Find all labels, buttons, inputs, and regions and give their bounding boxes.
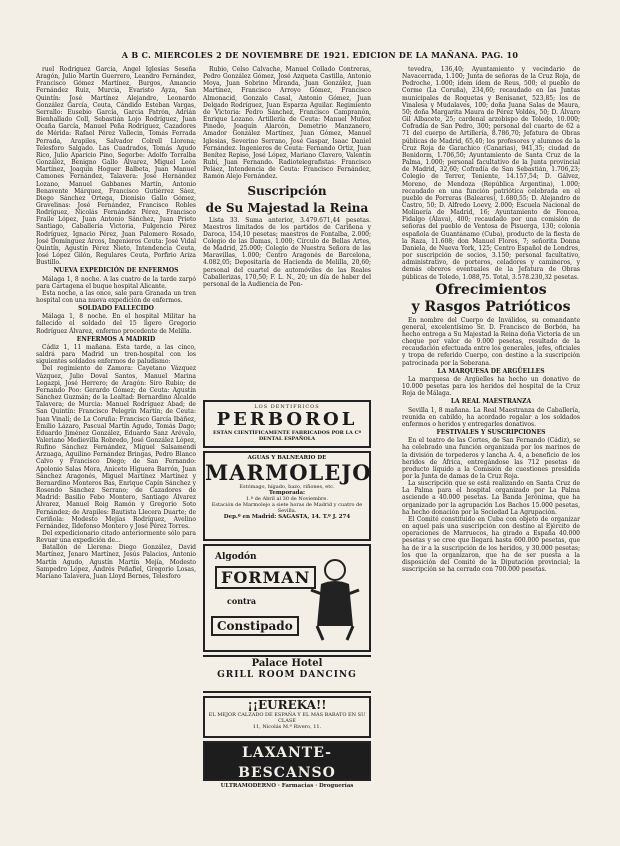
column-left <box>36 66 196 846</box>
ad-brand: PERBOROL <box>216 409 358 430</box>
ad-text: Algodón <box>215 552 257 562</box>
ad-text: EL MEJOR CALZADO DE ESPAÑA Y EL MÁS BARATO EN SU CLASE <box>208 712 366 724</box>
subscription-body: Lista 33. Suma anterior, 3.479.671,44 pesetas. Maestros limitados de los partidos de Cariñena y Daroca, 154,10 pesetas; maestros de Fontalba, 2.000; Colegio de las Damas, 1.000; Círculo de Bellas Artes, de Madrid, 25.000; Colegio de Nuestra Señora de las Maravillas, 1.000; Centro Aragonés de Barcelona, 4.082,05; Depositaría de Hacienda de Melilla, 20,60; personal del cuartel de automóviles de las Reales Caballerizas, 170,50; F. L. N., 20; un día de haber del personal de la Audiencia de Pon- <box>203 216 371 288</box>
ad-text: contra <box>227 596 257 606</box>
ad-marmolejo <box>203 451 371 541</box>
ad-eureka <box>203 696 371 738</box>
ad-text: LOS DENTIFRICOS <box>254 404 320 410</box>
paragraph: Esta noche, a las once, sale para Granada un tren hospital con una nueva expedición de enfermos. <box>36 289 196 304</box>
ad-laxante <box>203 741 371 789</box>
paragraph: En nombre del Cuerpo de Inválidos, su comandante general, excelentísimo Sr. D. Francisco de Borbón, ha hecho entrega a Su Majestad la Reina doña Victoria de un cheque por valor de 9.000 pesetas, resultado de la recaudación efectuada entre los generales, jefes, oficiales y tropa de referido Cuerpo, con destino a la suscripción patrocinada por la Soberana. <box>402 316 580 367</box>
paragraph: Málaga 1, 8 noche. En el hospital Militar ha fallecido el soldado del 15 ligero Gregorio Rodríguez Álvarez, enfermo procedente de Melilla. <box>36 313 196 335</box>
advertisements <box>203 400 372 789</box>
ad-text: 1.º de Abril al 30 de Noviembre. <box>246 496 328 502</box>
ad-brand: LAXANTE-BESCANSO <box>238 745 336 781</box>
ad-palace-hotel <box>203 655 371 693</box>
paragraph: El Comité constituido en Cuba con objeto de organizar en aquel país una suscripción con destino al Ejército de operaciones de Marruecos, ha girado a España 40.000 pesetas y se cree que llegará hasta 600.000 pesetas, que ha de ir a la suscripción de los heridos, y 30.000 pesetas; los que la organizaron, que ha de ser puesta a la disposición del Comité de la Diputación provincial; la suscripción se ha cerrado con 700.000 pesetas. <box>402 515 580 573</box>
section-heading: ENFERMOS A MADRID <box>76 335 156 343</box>
subscription-subtitle: de Su Majestad la Reina <box>205 200 369 215</box>
column-right <box>402 66 580 846</box>
paragraph: Cádiz 1, 11 mañana. Esta tarde, a las cinco, saldrá para Madrid un tren-hospital con los siguientes soldados enfermos de paludismo: <box>36 343 196 366</box>
subscription-continuation: tevedra, 136,40; Ayuntamiento y vecindario de Navacerrada, 1.100; Junta de señoras de la Cruz Roja, de Pedroche, 1.000; ídem ídem de Reus, 500; el pueblo de Corme (La Coruña), 234,60; recaudado en las Juntas municipales de Roquetas y Benisanet, 523,85; los de Vinalesa y Mudalaves, 100; doña Juana Salas de Maura, 50; doña Margarita Maura de Pérez Voldés, 50; D. Álvaro Gil Albacete, 25; cardenal arzobispo de Toledo, 10.000; Cofradía de San Pedro, 300; personal del cuarto de 62 a 71 del cuerpo de Artillería, 8.786,70; Jefatura de Obras públicas de Madrid, 65,40; los profesores y alumnos de la Cruz Roja de Garachico (Canarias), 941,35; ciudad de Benidorm, 1.706,50; Ayuntamiento de Santa Cruz de la Palma, 1.000; personal facultativo de la Junta provincial de Madrid, 32,60; Cofradía de San Sebastián, 1.706,23; Colegio de Terrer, Teniente, 14.157,54; D. Gálvez, Moreno, de Mendoza (República Argentina), 1.000; recaudado en una función patriótica celebrada en el pueblo de Porreras (Baleares), 1.680,55; D. Alejandro de Castro, 50; D. Alfredo Loevy, 2.000; Escuela Nacional de Molinería de Madrid, 16; Ayuntamiento de Foncea, Fidalgo (Álava), 400; recaudado por una comisión de señoras del pueblo de Ventosa de Pisuerga, 130; colonia española de Guantánamo (Cuba), producto de la fiesta de la Raza, 11.608; don Manuel Flores, 7; señorita Donna Daniela, de Nueva York, 125; Centro Español de Londres, por suscripción de socios, 3.150; personal facultativo, administrativo, de porteros, celadores y camineros, y demás obreros eventuales de la Jefatura de Obras públicas de Toledo, 1.088,75. Total, 3.578.230,32 pesetas. <box>402 66 580 281</box>
page-header: A B C. MIERCOLES 2 DE NOVIEMBRE DE 1921. EDICION DE LA MAÑANA. PAG. 10 <box>121 50 519 60</box>
section-heading: NUEVA EXPEDICIÓN DE ENFERMOS <box>53 267 179 275</box>
column-middle-text <box>203 66 371 396</box>
ad-text: ULTRAMODERNO · Farmacias · Droguerías <box>205 783 369 789</box>
paragraph: Sevilla 1, 8 mañana. La Real Maestranza de Caballería, reunida en cabildo, ha acordado regalar a los soldados enfermos o heridos y entregarles donativos. <box>402 406 580 428</box>
ad-brand: FORMAN <box>215 566 316 589</box>
casualty-list: ruel Rodríguez García, Angel Iglesias Seseña Aragón, Julio Martín Guerrero, Leandro Fernández, Francisco Gómez Martínez, Burgos, Amancio Fernández Ruiz, Murcia, Evaristo Ayza, San Quintín: José Martínez Alejandre, Leonardo González García, Ceuta, Cándido Esteban Vargas, Serrallo: Eusebio García, Garcia Patrón, Adrián Bienhallado Coll, Sebastián Lojo Rodríguez, Juan Ocaña García, Manuel Peña Rodríguez, Cazadores de Mérida: Rafael Pérez Vallecin, Tomás Ferrada Perrada, Arapiles, Salvador Colrell Llorena; Telesforo Salgado. Las Cuadrados, Tomás Agudo Rico, Julio Aparicio Pino, Segorbe: Adolfo Torralba González, Benigno Gallo Álvarez, Miguel León Martínez, Joaquín Hoguer Balbeta, Juan Manuel Camones Fernández, Talavera: José Hernández Lozano, Manuel Gabbanes Martín, Antonio Benavente Márquez, Francisco Gutiérrez Sáez, Diego Sánchez Ortega, Dionisio Gallo Gómez, Gravelinas: José Fernández, Francisco Robles Rodríguez, Nicolás Fernández Pérez, Francisco Fraile López, Juan Antonio Sánchez, Juan Prieto Santiago, Caballería Victoria, Fulgencio Pérez Rodríguez, Ignacio Pérez, Juan Palomero Rosado, José Domínguez Arcos, Ingenieros Ceuta: José Vidal Quintín, Agustín Pérez Nieto, Intendencia Ceuta, José López Gilón, Regulares Ceuta, Porfirio Ariza Bustillo. <box>36 66 196 267</box>
section-heading: LA REAL MAESTRANZA <box>450 398 532 406</box>
section-title: Ofrecimientos <box>435 281 547 298</box>
ad-text: 11, Nicolás M.ª Rivero, 11. <box>252 724 322 730</box>
ad-text: Estómago, hígado, bazo, riñones, etc. <box>239 484 335 490</box>
ad-text: Temporada: <box>268 490 306 496</box>
section-heading: LA MARQUESA DE ARGÜELLES <box>437 367 545 375</box>
paragraph: Batallón de Llerena: Diego González, David Martínez, Jenaro Martínez, Jesús Palacios, Antonio Martín Agudo, Agustín Martín Mejía, Modesto Sampedro López, Andrés Peñafiel, Gregorio Losas, Mariano Talavera, Juan Lloyd Bernes, Telesforo <box>36 544 196 580</box>
ad-brand: ¡¡EUREKA!! <box>247 698 327 712</box>
casualty-list: Rubio, Celso Calvache, Manuel Collado Contreras, Pedro González Gómez, José Azqueta Castilla, Antonio Moya, Juan Sobrino Miranda, Juan González, Juan Martínez, Francisco Arroyo Gómez, Francisco Almonacid, Gonzalo Casal, Antonio Gómez, Juan Delgado Rodríguez, Juan Esparza Aguilar. Regimiento de Victoria: Pedro Sánchez, Francisco Campranón, Enrique Lozano. Artillería de Ceuta: Manuel Muñoz Pinedo, Joaquín Alarcón, Demetrio Manzanero, Amador González Martínez, Juan Gómez, Manuel Iglesias, Severino Serrano, José Gaspar, Isaac Daniel Fernández. Ingenieros de Ceuta: Fernando Ortiz, Juan Benítez Repiso, José López, Mariano Clavero, Valentín Rubí, Juan Fernando. Radiotelegrafistas: Francisco Peláez, Intendencia de Ceuta: Francisco Fernández, Ramón Alejo Fernández. <box>203 66 371 181</box>
paragraph: Del expedicionario citado anteriormente sólo para Revuar una expedición de... <box>36 530 196 545</box>
paragraph: En el teatro de las Cortes, de San Fernando (Cádiz), se ha celebrado una función organizada por los marinos de la división de torpederos y lancha A. 4, a beneficio de los heridos de África, entregándose las 712 pesetas de producto líquido a la Comisión de cuestiones presidida por la Junta de damas de la Cruz Roja. <box>402 437 580 480</box>
ad-text: Estación de Marmolejo a siete horas de Madrid y cuatro de Sevilla. <box>211 502 363 514</box>
man-illustration-icon <box>303 556 363 642</box>
section-subtitle: y Rasgos Patrióticos <box>411 298 571 315</box>
paragraph: Del regimiento de Zamora: Cayetano Vázquez Vázquez, Julio Doval Santos, Manuel Marina Legazpi, José Herrero; de Aragón: Siro Rubio; de Fernando Poo: Gerardo Gómez; de Ceuta: Agustín Sánchez Guzmán; de la Lealtad: Bernardino Alcalde Talavera; de Murcia: Manuel Rodríguez Abad; de San Quintín: Francisco Pelegrín Martín; de Ceuta: Juan Vinalí; de La Coruña: Francisco García Ibáñez, Emilio Lázaro, Pascual Martín Agudo, Tomás Dago; Eduardo Jiménez González, Eduardo Sanz Arévalo, Valeriano Medievilla Robredo, José González López, Rufino Sánchez Fernández, Miguel Salsamendi Arzuaga, Aquilino Fernández Bringas, Pedro Blanco Calvo y Francisco Diego; de San Fernando: Apolonio Salas Mora, Aniceto Higuera Barrón, Juan Sánchez Aragonés, Miguel Martínez Martínez y Bernardino Monteros Bas, Enrique Capín Sánchez y Rosendo Sánchez Serrano; de Cazadores de Madrid: Basilio Febo Montero, Santiago Álvarez Álvarez, Manuel Roig Ramón y Gregorio Soto Fernández; de Arapiles: Bautista Llecera Duarte; de Ceriñola: Modesto Mejías Rodríguez, Avelino Fernández, Ildefonso Montero y José Pérez Torres. <box>36 365 196 530</box>
section-heading: SOLDADO FALLECIDO <box>78 305 154 313</box>
section-heading: FESTIVALES Y SUSCRIPCIONES <box>436 429 546 437</box>
subscription-title: Suscripción <box>247 183 327 198</box>
ad-brand: Palace Hotel <box>251 658 323 669</box>
ad-forman <box>203 544 371 652</box>
paragraph: Málaga 1, 8 noche. A las cuatro de la tarde zarpó para Cartagena el buque hospital Alicante. <box>36 275 196 290</box>
ad-text: Dep.º en Madrid: SAGASTA, 14. T.º J. 274 <box>223 514 351 520</box>
ad-text: GRILL ROOM DANCING <box>217 670 357 680</box>
ad-text: Constipado <box>211 616 299 636</box>
paragraph: La marquesa de Argüelles ha hecho un donativo de 10.000 pesetas para los heridos del hospital de la Cruz Roja de Málaga. <box>402 375 580 398</box>
ad-brand: MARMOLEJO <box>205 460 372 485</box>
ad-perborol <box>203 400 371 448</box>
paragraph: La suscripción que se está realizando en Santa Cruz de La Palma para el hospital organizado por La Palma asciende a 40.000 pesetas. La Banda Jerónima, que ha organizado por la agrupación Los Bachos 15.000 pesetas, ha hecho donación por la Sociedad La Agrupación. <box>402 480 580 516</box>
ad-text: AGUAS Y BALNEARIO DE <box>247 455 327 461</box>
ad-text: ESTÁN CIENTÍFICAMENTE FABRICADOS POR LA Cª DENTAL ESPAÑOLA <box>212 430 362 442</box>
